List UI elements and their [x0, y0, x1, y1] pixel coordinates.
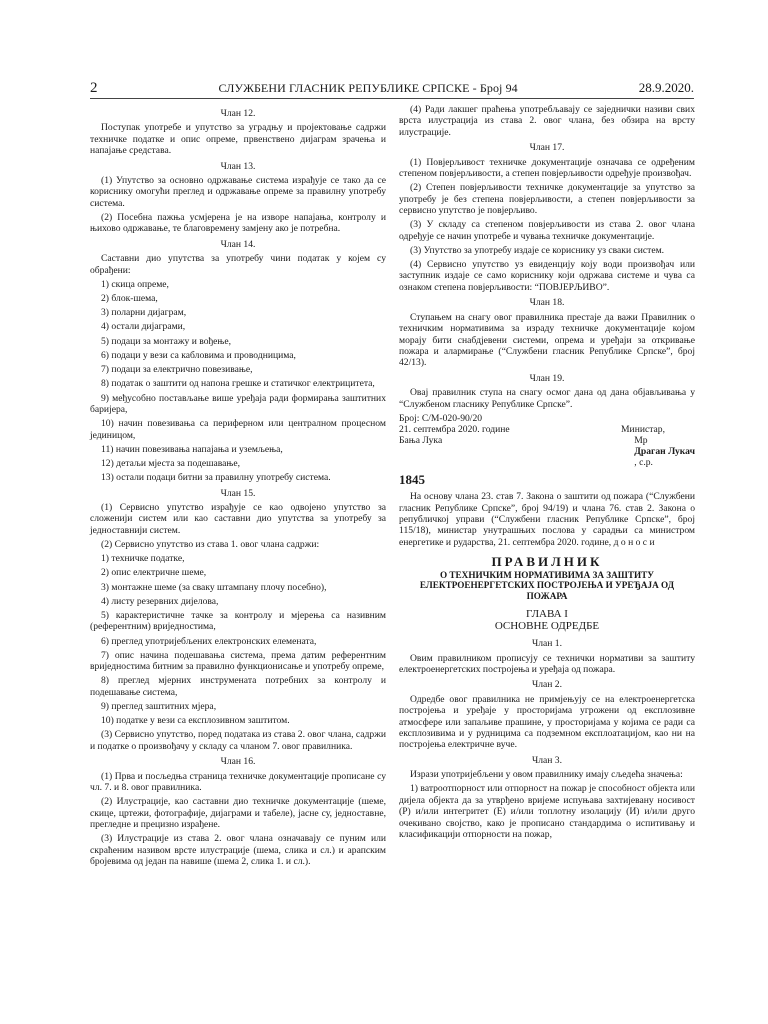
paragraph: Поступак употребе и упутство за уградњу и пројектовање садржи техничке податке и опис опреме, првенствено дијаграм зрачења и напајање средстава.: [90, 122, 386, 157]
paragraph: (2) Степен повјерљивости техничке документације за упутство за употребу је без степена повјерљивости, а степен повјерљивости за сервисно упутство је повјерљиво.: [399, 182, 695, 217]
gazette-title: СЛУЖБЕНИ ГЛАСНИК РЕПУБЛИКЕ СРПСКЕ - Број 94: [218, 81, 518, 95]
paragraph: 9) преглед заштитних мјера,: [101, 701, 217, 712]
paragraph: 2) блок-шема,: [101, 293, 158, 305]
paragraph: 5) карактеристичне тачке за контролу и мјерења са називним (референтним) вриједностима,: [90, 609, 386, 633]
paragraph: 12) детаљи мјеста за подешавање,: [101, 457, 241, 469]
paragraph: 5) подаци за монтажу и вођење,: [101, 335, 231, 347]
page-number: 2: [90, 80, 98, 96]
article-heading: Члан 1.: [531, 638, 562, 650]
act-subtitle: О ТЕХНИЧКИМ НОРМАТИВИМА ЗА ЗАШТИТУ ЕЛЕКТРОЕНЕРГЕТСКИХ ПОСТРОЈЕЊА И УРЕЂАЈА ОД ПОЖАРА: [419, 569, 675, 601]
minister-suffix: , с.р.: [634, 456, 653, 468]
act-intro: [399, 491, 695, 548]
signature-block: [399, 413, 695, 468]
paragraph: 8) податак о заштити од напона грешке и статичког електрицитета,: [101, 378, 375, 390]
minister-name: Драган Лукач: [634, 445, 695, 457]
act-intro-tail: д о н о с и: [613, 536, 655, 548]
paragraph: (4) Сервисно упутство уз евиденцију коју води произвођач или заступник издаје се само кориснику који одржава системе и чува са ознаком степена повјерљивости: “ПОВЈЕРЉИВО”.: [399, 259, 695, 293]
minister-signature: [634, 435, 695, 468]
chapter-title: ОСНОВНЕ ОДРЕДБЕ: [494, 619, 600, 632]
paragraph: 6) подаци у вези са кабловима и проводницима,: [101, 349, 296, 361]
chapter-heading: ГЛАВА I: [526, 608, 568, 621]
paragraph: 1) техничке податке,: [101, 553, 185, 565]
signature-line-1: [399, 413, 695, 424]
header-rule: [90, 98, 694, 99]
paragraph: 3) поларни дијаграм,: [101, 307, 187, 319]
paragraph: 13) остали подаци битни за правилну употребу система.: [101, 472, 331, 484]
paragraph: Ступањем на снагу овог правилника престаје да важи Правилник о техничким нормативима за израду техничке документације којом морају бити снабдјевени системи, опрема и уређаји за откривање пожара и алармирање (“Службени гласник Републике Српске”, број 42/13).: [399, 311, 695, 369]
article-heading: Члан 13.: [220, 160, 256, 172]
paragraph: 4) листу резервних дијелова,: [101, 595, 219, 607]
article-heading: Члан 14.: [220, 238, 256, 250]
paragraph: (1) Сервисно упутство израђује се као одвојено упутство за сложенији систем или као саставни дио упутства за употребу за једноставнији систем.: [90, 501, 386, 536]
paragraph: (1) Упутство за основно одржавање система израђује се тако да се кориснику омогући преглед и одржавање опреме за правилну употребу система.: [90, 175, 386, 209]
act-number: 1845: [399, 471, 425, 487]
signature-line-2: [399, 424, 695, 435]
paragraph: 6) преглед употријебљених електронских елемената,: [101, 635, 317, 647]
paragraph: Овим правилником прописују се технички нормативи за заштиту електроенергетских постројења и уређаја од пожара.: [399, 652, 695, 675]
article-heading: Члан 16.: [220, 756, 256, 768]
right-column-new-act-articles: [399, 638, 695, 840]
paragraph: 8) преглед мјерних инструмената потребних за контролу и подешавање система,: [90, 675, 386, 698]
paragraph: (1) Прва и посљедња страница техничке документације прописане су чл. 7. и 8. овог правилника.: [90, 770, 386, 794]
paragraph: Одредбе овог правилника не примјењују се на електроенергетска постројења и уређаје у просторијама угрожени од експлозивне атмосфере или запаљиве прашине, у просторијама у којима се ради са експлозивима и у рудницима са подземном експлоатацијом, као ни на постројења електричне вуче.: [399, 693, 695, 751]
paragraph: 7) опис начина подешавања система, према датим референтним вриједностима битним за правилно функционисање и употребу опреме,: [90, 649, 386, 673]
paragraph: 10) начин повезивања са периферном или централном процесном јединицом,: [90, 418, 386, 441]
article-heading: Члан 18.: [529, 297, 565, 309]
paragraph: (4) Ради лакшег праћења употребљавају се заједнички називи свих врста илустрација из става 2. овог члана, без обзира на врсту илустрације.: [399, 104, 695, 138]
act-title: ПРАВИЛНИК: [491, 554, 603, 570]
article-heading: Члан 17.: [529, 142, 565, 154]
article-heading: Члан 19.: [529, 372, 565, 384]
paragraph: 2) опис електричне шеме,: [101, 567, 207, 579]
page-header: [90, 80, 694, 100]
paragraph: Овај правилник ступа на снагу осмог дана од дана објављивања у “Службеном гласнику Републике Српске”.: [399, 387, 695, 410]
signature-place: Бања Лука: [399, 434, 443, 446]
paragraph: (3) Упутство за употребу издаје се кориснику уз сваки систем.: [410, 244, 665, 256]
paragraph: (2) Илустрације, као саставни дио техничке документације (шеме, скице, цртежи, фотографије, дијаграми и табеле), јасне су, једноставне, прегледне и прецизно израђене.: [90, 796, 386, 831]
paragraph: (2) Посебна пажња усмјерена је на изворе напајања, контролу и њихово одржавање, те благовремену замјену ако је потребна.: [90, 212, 386, 235]
article-heading: Члан 12.: [220, 108, 256, 119]
article-heading: Члан 15.: [220, 487, 256, 499]
article-heading: Члан 2.: [531, 679, 562, 691]
paragraph: (3) У складу са степеном повјерљивости из става 2. овог члана одређује се начин употребе и чувања техничке документације.: [399, 219, 695, 242]
paragraph: 9) међусобно постављање више уређаја ради формирања заштитних баријера,: [90, 392, 386, 415]
paragraph: 4) остали дијаграми,: [101, 321, 186, 333]
paragraph: 10) податке у вези са експлозивном заштитом.: [101, 715, 290, 727]
reference-number: Број: С/М-020-90/20: [399, 412, 483, 424]
issue-date: 28.9.2020.: [638, 80, 694, 95]
paragraph: 1) ватроотпорност или отпорност на пожар је способност објекта или дијела објекта да за утврђено вријеме испуњава захтијевану носивост (Р) и/или интегритет (Е) и/или топлотну изолацију (И) и/или друго очекивано својство, како је прописано стандардима о испитивању и класификацији отпорности на пожар,: [399, 783, 695, 841]
paragraph: Саставни дио упутства за употребу чини податак у којем су обрађени:: [90, 253, 386, 276]
paragraph: 1) скица опреме,: [101, 278, 169, 290]
paragraph: 3) монтажне шеме (за сваку штампану плочу посебно),: [101, 581, 327, 593]
right-column-articles: [399, 104, 695, 410]
signature-line-3: [399, 435, 695, 468]
paragraph: Изрази употријебљени у овом правилнику имају сљедећа значења:: [410, 769, 683, 781]
paragraph: 11) начин повезивања напајања и уземљења,: [101, 443, 283, 455]
signature-date: 21. септембра 2020. године: [399, 423, 510, 435]
article-heading: Члан 3.: [531, 754, 562, 766]
left-column: [90, 104, 386, 870]
act-intro-text: На основу члана 23. став 7. Закона о заштити од пожара (“Службени гласник Републике Српске”, број 94/19) и члана 76. став 2. Закона о републичкој управи (“Службени гласник Републике Српске”, број 115/18), министар унутрашњих послова у сарадњи са министром енергетике и рударства, 21. септембра 2020. године,: [399, 491, 695, 548]
paragraph: (2) Сервисно упутство из става 1. овог члана садржи:: [101, 538, 320, 550]
right-column: [399, 104, 695, 843]
minister-title: Министар,: [621, 423, 665, 435]
paragraph: 7) подаци за електрично повезивање,: [101, 364, 253, 376]
paragraph: (3) Илустрације из става 2. овог члана означавају се пуним или скраћеним називом врсте илустрације (шема, слика и сл.) и арапским бројевима од један па навише (шема 2, слика 1. и сл.).: [90, 833, 386, 868]
paragraph: (3) Сервисно упутство, поред података из става 2. овог члана, садржи и податке о произвођачу у складу са чланом 7. овог правилника.: [90, 729, 386, 752]
paragraph: (1) Повјерљивост техничке документације означава се одређеним степеном повјерљивости, а степен повјерљивости одређује произвођач.: [399, 156, 695, 180]
minister-prefix: Мр: [634, 434, 648, 446]
